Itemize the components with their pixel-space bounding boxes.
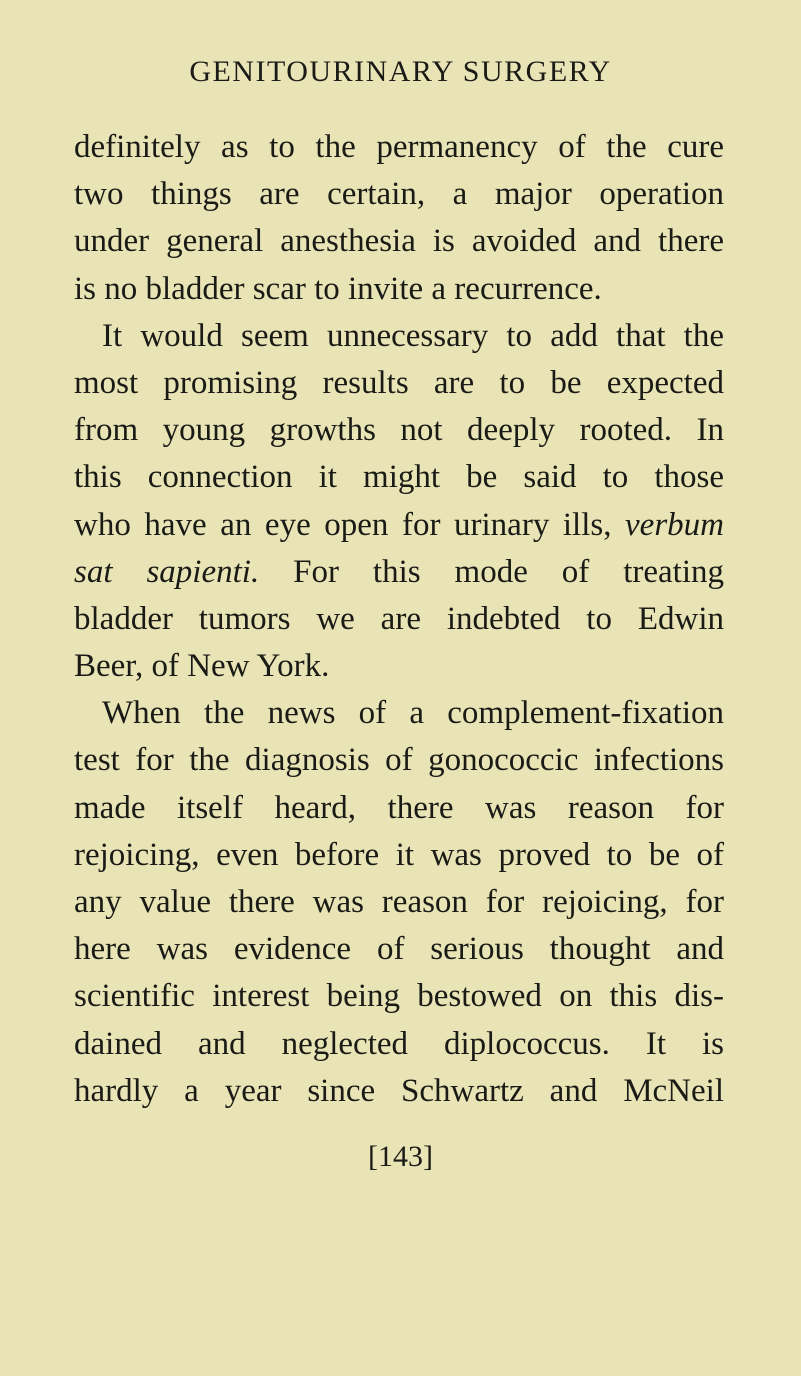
text-line: here was evidence of serious thought and xyxy=(74,931,724,968)
text-segment: For this mode of treating xyxy=(259,553,724,590)
running-head: GENITOURINARY SURGERY xyxy=(189,55,612,88)
text-line: this connection it might be said to those xyxy=(74,459,724,496)
text-line: two things are certain, a major operation xyxy=(74,176,724,213)
text-line: made itself heard, there was reason for xyxy=(74,789,724,826)
text-line: It would seem unnecessary to add that the xyxy=(102,317,724,354)
text-line: scientific interest being bestowed on this dis- xyxy=(74,978,724,1015)
text-line xyxy=(74,502,724,549)
text-line xyxy=(74,549,724,596)
text-line: When the news of a complement-fixation xyxy=(102,695,724,732)
text-line: test for the diagnosis of gonococcic infections xyxy=(74,742,724,779)
text-line: any value there was reason for rejoicing, for xyxy=(74,884,724,920)
page-number: [143] xyxy=(368,1140,433,1173)
text-line: bladder tumors we are indebted to Edwin xyxy=(74,600,724,637)
text-line: definitely as to the permanency of the cure xyxy=(74,129,724,165)
italic-phrase: sat sapienti. xyxy=(74,553,260,590)
text-segment: who have an eye open for urinary ills, xyxy=(74,506,626,543)
text-line: under general anesthesia is avoided and there xyxy=(74,223,724,260)
text-line: is no bladder scar to invite a recurrence. xyxy=(74,270,602,307)
text-line: most promising results are to be expected xyxy=(74,364,724,401)
text-line: dained and neglected diplococcus. It is xyxy=(74,1025,724,1062)
italic-phrase: verbum xyxy=(625,506,724,543)
text-line: hardly a year since Schwartz and McNeil xyxy=(74,1072,724,1109)
text-line: rejoicing, even before it was proved to be of xyxy=(74,836,724,873)
text-line: Beer, of New York. xyxy=(74,648,330,685)
text-line: from young growths not deeply rooted. In xyxy=(74,412,724,449)
body-text xyxy=(74,124,724,1115)
